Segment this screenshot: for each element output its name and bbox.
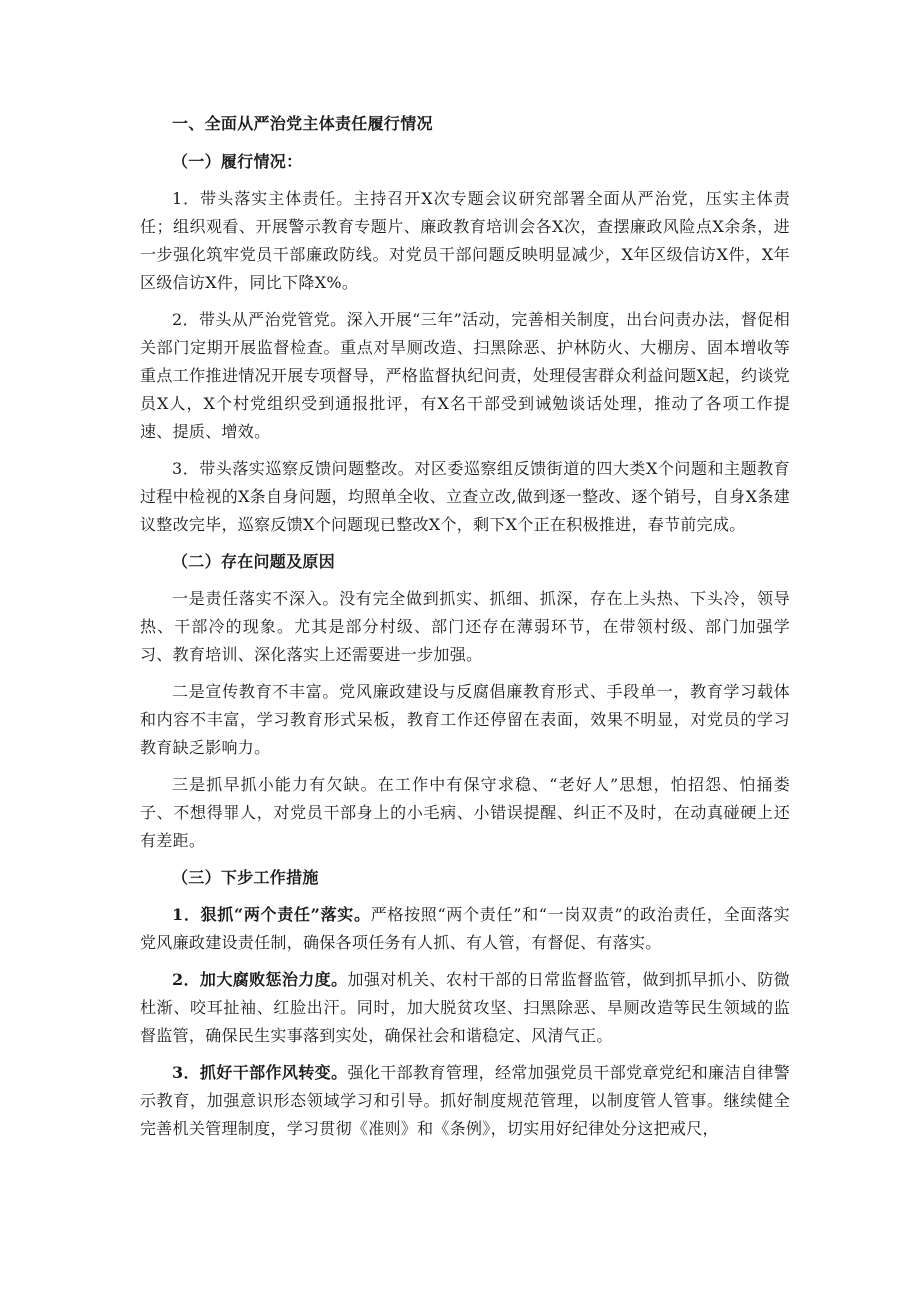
section-2-item-1: 一是责任落实不深入。没有完全做到抓实、抓细、抓深，存在上头热、下头冷，领导热、干部冷的现象。尤其是部分村级、部门还存在薄弱环节，在带领村级、部门加强学习、教育培训、深化落实上还需要进一步加强。 [140,589,790,664]
section-3-item-1 [140,901,790,957]
section-2-item-2: 二是宣传教育不丰富。党风廉政建设与反腐倡廉教育形式、手段单一，教育学习载体和内容不丰富，学习教育形式呆板，教育工作还停留在表面，效果不明显，对党员的学习教育缺乏影响力。 [140,682,790,757]
section-3-item-3-lead: 3．抓好干部作风转变。 [172,1063,348,1082]
main-heading: 一、全面从严治党主体责任履行情况 [172,114,433,133]
section-3-item-1-lead: 1．狠抓“两个责任”落实。 [172,905,371,924]
section-3-item-2-text: 加强对机关、农村干部的日常监督监管，做到抓早抓小、防微杜渐、咬耳扯袖、红脸出汗。同时，加大脱贫攻坚、扫黑除恶、旱厕改造等民生领域的监督监管，确保民生实事落到实处，确保社会和谐稳定、风清气正。 [140,970,790,1045]
section-3-item-1-text: 严格按照“两个责任”和“一岗双责”的政治责任，全面落实党风廉政建设责任制，确保各项任务有人抓、有人管，有督促、有落实。 [140,905,790,952]
section-3-item-3 [140,1059,790,1143]
section-3-item-3-text: 强化干部教育管理，经常加强党员干部党章党纪和廉洁自律警示教育，加强意识形态领域学习和引导。抓好制度规范管理，以制度管人管事。继续健全完善机关管理制度，学习贯彻《准则》和《条例》，切实用好纪律处分这把戒尺， [140,1063,790,1138]
section-1-item-2: 2．带头从严治党管党。深入开展“三年”活动，完善相关制度，出台问责办法，督促相关部门定期开展监督检查。重点对旱厕改造、扫黑除恶、护林防火、大棚房、固本增收等重点工作推进情况开展专项督导，严格监督执纪问责，处理侵害群众利益问题X起，约谈党员X人，X个村党组织受到通报批评，有X名干部受到诫勉谈话处理，推动了各项工作提速、提质、增效。 [140,310,790,441]
section-1-item-3: 3．带头落实巡察反馈问题整改。对区委巡察组反馈街道的四大类X个问题和主题教育过程中检视的X条自身问题，均照单全收、立查立改,做到逐一整改、逐个销号，自身X条建议整改完毕，巡察反馈X个问题现已整改X个，剩下X个正在积极推进，春节前完成。 [140,459,790,534]
section-1-item-1: 1．带头落实主体责任。主持召开X次专题会议研究部署全面从严治党，压实主体责任；组织观看、开展警示教育专题片、廉政教育培训会各X次，查摆廉政风险点X余条，进一步强化筑牢党员干部廉政防线。对党员干部问题反映明显减少，X年区级信访X件，X年区级信访X件，同比下降X%。 [140,189,790,292]
section-3-item-2-lead: 2．加大腐败惩治力度。 [172,970,348,989]
document-body [140,110,790,1152]
section-1-title: （一）履行情况： [172,152,303,171]
section-3-item-2 [140,966,790,1050]
section-2-title: （二）存在问题及原因 [172,552,336,571]
section-2-item-3: 三是抓早抓小能力有欠缺。在工作中有保守求稳、“老好人”思想，怕招怨、怕捅娄子、不想得罪人，对党员干部身上的小毛病、小错误提醒、纠正不及时，在动真碰硬上还有差距。 [140,775,790,850]
section-3-title: （三）下步工作措施 [172,868,319,887]
